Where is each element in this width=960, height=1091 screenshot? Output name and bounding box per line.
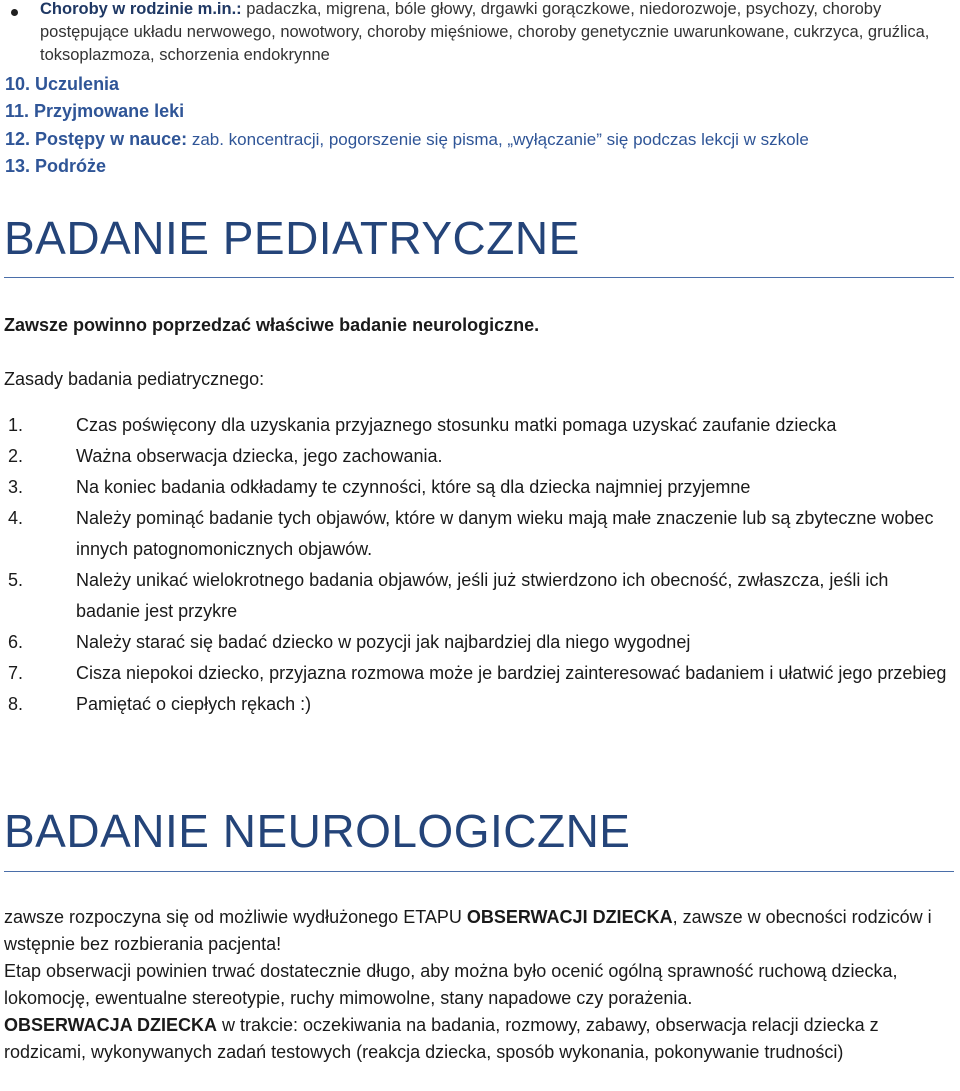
heading-neurological-exam: BADANIE NEUROLOGICZNE xyxy=(4,805,631,857)
neuro-paragraph-2: Etap obserwacji powinien trwać dostatecznie długo, aby można było ocenić ogólną sprawność ruchową dziecka, lokomocję, ewentualne stereotypie, ruchy mimowolne, stany napadowe czy porażenia. xyxy=(4,961,898,1008)
list-item: 4. Należy pominąć badanie tych objawów, które w danym wieku mają małe znaczenie lub są zbyteczne wobec innych patognomonicznych objawów. xyxy=(8,508,934,559)
pediatric-rules-list xyxy=(4,410,954,720)
list-item: 7. Cisza niepokoi dziecko, przyjazna rozmowa może je bardziej zainteresować badaniem i ułatwić jego przebieg xyxy=(8,663,947,683)
history-item-10: 10. Uczulenia xyxy=(5,74,120,94)
list-item: 6. Należy starać się badać dziecko w pozycji jak najbardziej dla niego wygodnej xyxy=(8,632,691,652)
heading-pediatric-exam: BADANIE PEDIATRYCZNE xyxy=(4,212,580,264)
list-item: 1. Czas poświęcony dla uzyskania przyjaznego stosunku matki pomaga uzyskać zaufanie dziecka xyxy=(8,415,837,435)
list-item: 5. Należy unikać wielokrotnego badania objawów, jeśli już stwierdzono ich obecność, zwłaszcza, jeśli ich badanie jest przykre xyxy=(8,570,889,621)
neuro-paragraph-1: zawsze rozpoczyna się od możliwie wydłużonego ETAPU OBSERWACJI DZIECKA, zawsze w obecności rodziców i wstępnie bez rozbierania pacjenta! xyxy=(4,907,932,954)
pediatric-rules-title: Zasady badania pediatrycznego: xyxy=(4,369,265,389)
history-item-13: 13. Podróże xyxy=(5,156,107,176)
neuro-paragraph-3: OBSERWACJA DZIECKA w trakcie: oczekiwania na badania, rozmowy, zabawy, obserwacja relacji dziecka z rodzicami, wykonywanych zadań testowych (reakcja dziecka, sposób wykonania, pokonywanie trudności) xyxy=(4,1015,879,1062)
list-item: 2. Ważna obserwacja dziecka, jego zachowania. xyxy=(8,446,443,466)
list-item: 3. Na koniec badania odkładamy te czynności, które są dla dziecka najmniej przyjemne xyxy=(8,477,751,497)
history-item-11: 11. Przyjmowane leki xyxy=(5,101,185,121)
family-history-text: Choroby w rodzinie m.in.: padaczka, migrena, bóle głowy, drgawki gorączkowe, niedorozwoje, psychozy, choroby postępujące układu nerwowego, nowotwory, choroby mięśniowe, choroby genetycznie uwarunkowane, cukrzyca, gruźlica, toksoplazmoza, schorzenia endokrynne xyxy=(40,0,930,64)
history-item-12: 12. Postępy w nauce: zab. koncentracji, pogorszenie się pisma, „wyłączanie” się podczas lekcji w szkole xyxy=(5,129,809,149)
pediatric-lead: Zawsze powinno poprzedzać właściwe badanie neurologiczne. xyxy=(4,315,540,335)
heading-divider xyxy=(4,277,954,278)
bullet-icon xyxy=(11,9,18,16)
family-history-content: padaczka, migrena, bóle głowy, drgawki gorączkowe, niedorozwoje, psychozy, choroby postępujące układu nerwowego, nowotwory, choroby mięśniowe, choroby genetycznie uwarunkowane, cukrzyca, gruźlica, toksoplazmoza, schorzenia endokrynne xyxy=(40,0,930,64)
list-item: 8. Pamiętać o ciepłych rękach :) xyxy=(8,694,312,714)
family-history-label: Choroby w rodzinie m.in. xyxy=(40,0,237,18)
heading-divider xyxy=(4,871,954,872)
